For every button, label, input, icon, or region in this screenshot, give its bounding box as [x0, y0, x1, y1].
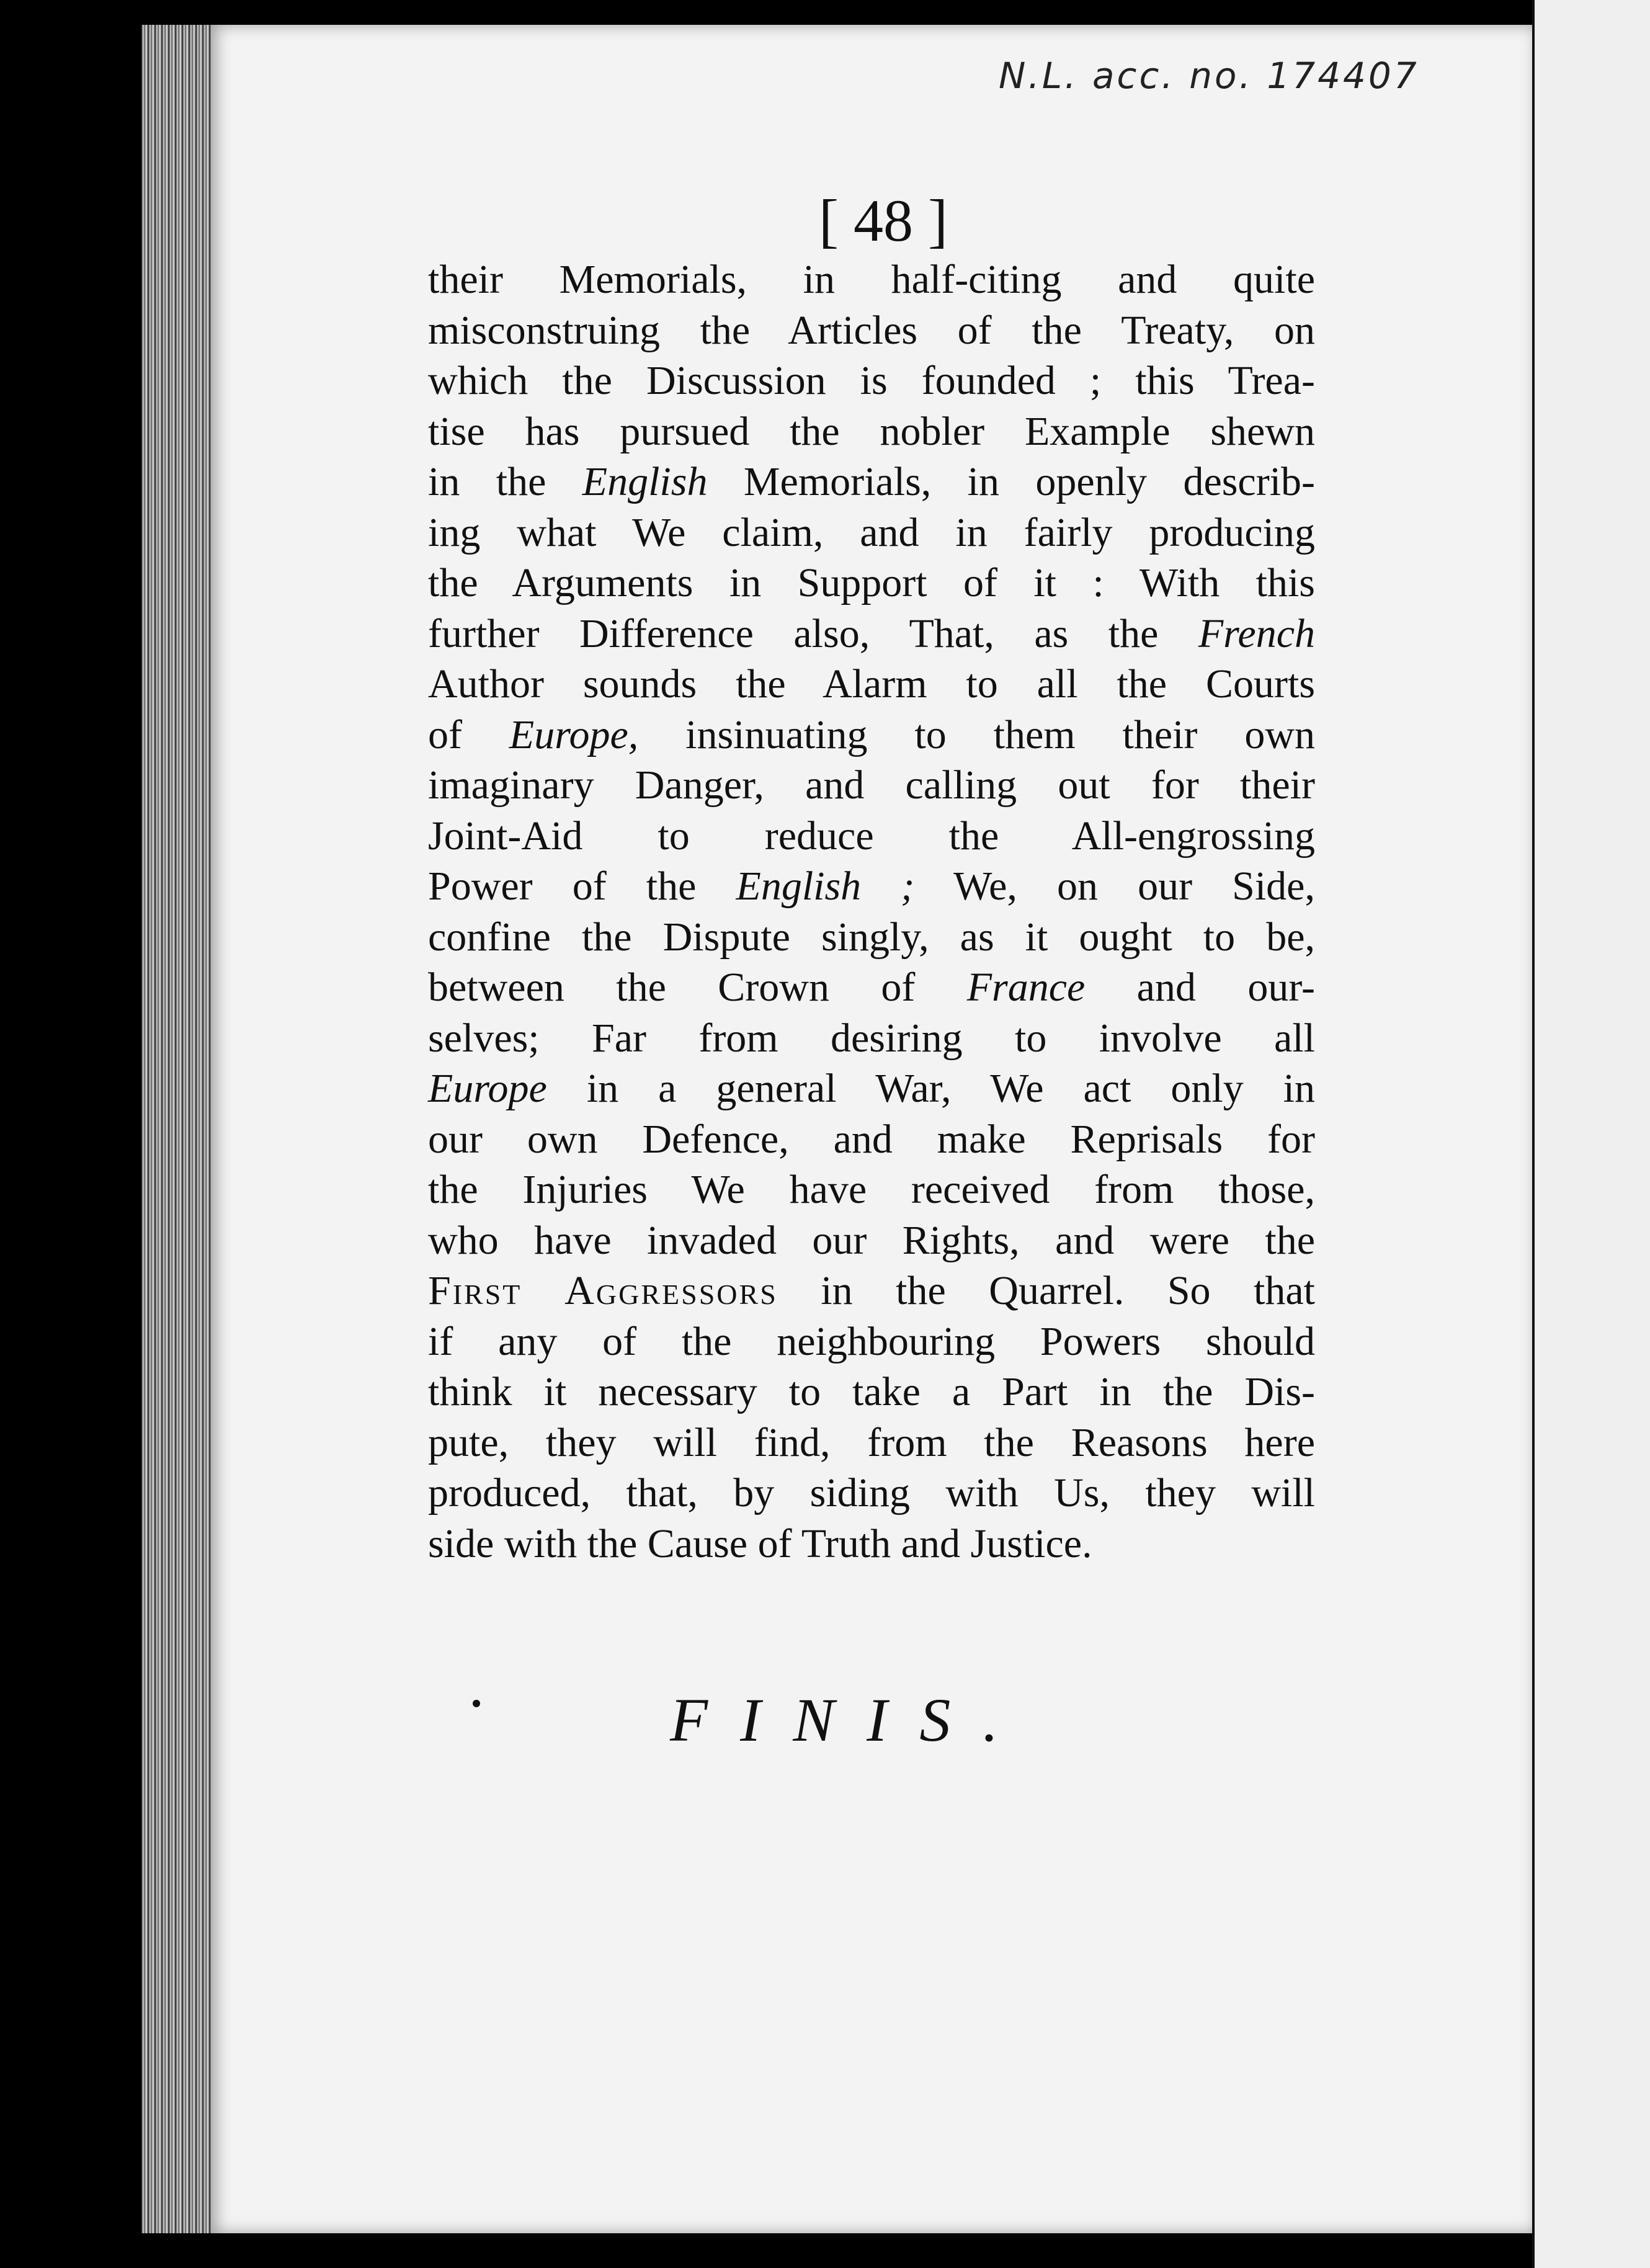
- text-line: their Memorials, in half-citing and quite: [428, 257, 1315, 302]
- text-line: between the Crown of France and our-: [428, 965, 1315, 1010]
- text-line: our own Defence, and make Reprisals for: [428, 1116, 1315, 1162]
- text-line: who have invaded our Rights, and were the: [428, 1217, 1315, 1263]
- text-line: side with the Cause of Truth and Justice.: [428, 1520, 1092, 1566]
- text-line: imaginary Danger, and calling out for their: [428, 762, 1315, 808]
- text-line: further Difference also, That, as the French: [428, 610, 1315, 656]
- text-line: pute, they will find, from the Reasons here: [428, 1419, 1315, 1465]
- text-line: ing what We claim, and in fairly producing: [428, 509, 1315, 555]
- text-line: of Europe, insinuating to them their own: [428, 712, 1315, 757]
- text-line: Author sounds the Alarm to all the Courts: [428, 661, 1315, 707]
- text-line: think it necessary to take a Part in the Dis-: [428, 1369, 1315, 1414]
- text-line: selves; Far from desiring to involve all: [428, 1015, 1315, 1061]
- text-line: produced, that, by siding with Us, they will: [428, 1470, 1315, 1516]
- text-line: the Injuries We have received from those,: [428, 1167, 1315, 1212]
- text-line: misconstruing the Articles of the Treaty, on: [428, 307, 1315, 353]
- text-line: Joint-Aid to reduce the All-engrossing: [428, 813, 1315, 859]
- small-caps-phrase: First Aggressors: [428, 1268, 778, 1313]
- text-line: confine the Dispute singly, as it ought to be,: [428, 914, 1315, 960]
- text-line: in the English Memorials, in openly describ-: [428, 459, 1316, 504]
- facing-page-edge: [1532, 0, 1650, 2268]
- ink-dot: [473, 1700, 480, 1707]
- italic-word: English: [582, 459, 708, 504]
- italic-word: France: [966, 965, 1086, 1010]
- text-line: the Arguments in Support of it : With this: [428, 560, 1315, 605]
- text-line: tise has pursued the nobler Example shewn: [428, 408, 1315, 454]
- italic-word: Europe,: [509, 712, 639, 757]
- italic-word: French: [1198, 610, 1315, 656]
- accession-note: N.L. acc. no. 174407: [999, 55, 1419, 97]
- body-text: [428, 254, 1315, 1569]
- page-number: [ 48 ]: [819, 187, 948, 254]
- text-line: First Aggressors in the Quarrel. So that: [428, 1268, 1316, 1313]
- closing-finis: FINIS.: [670, 1685, 1031, 1754]
- italic-word: English ;: [736, 864, 915, 909]
- text-line: Europe in a general War, We act only in: [428, 1066, 1315, 1111]
- italic-word: Europe: [428, 1066, 547, 1111]
- text-line: Power of the English ; We, on our Side,: [428, 864, 1315, 909]
- text-line: if any of the neighbouring Powers should: [428, 1318, 1315, 1364]
- text-line: which the Discussion is founded ; this Trea-: [428, 358, 1315, 403]
